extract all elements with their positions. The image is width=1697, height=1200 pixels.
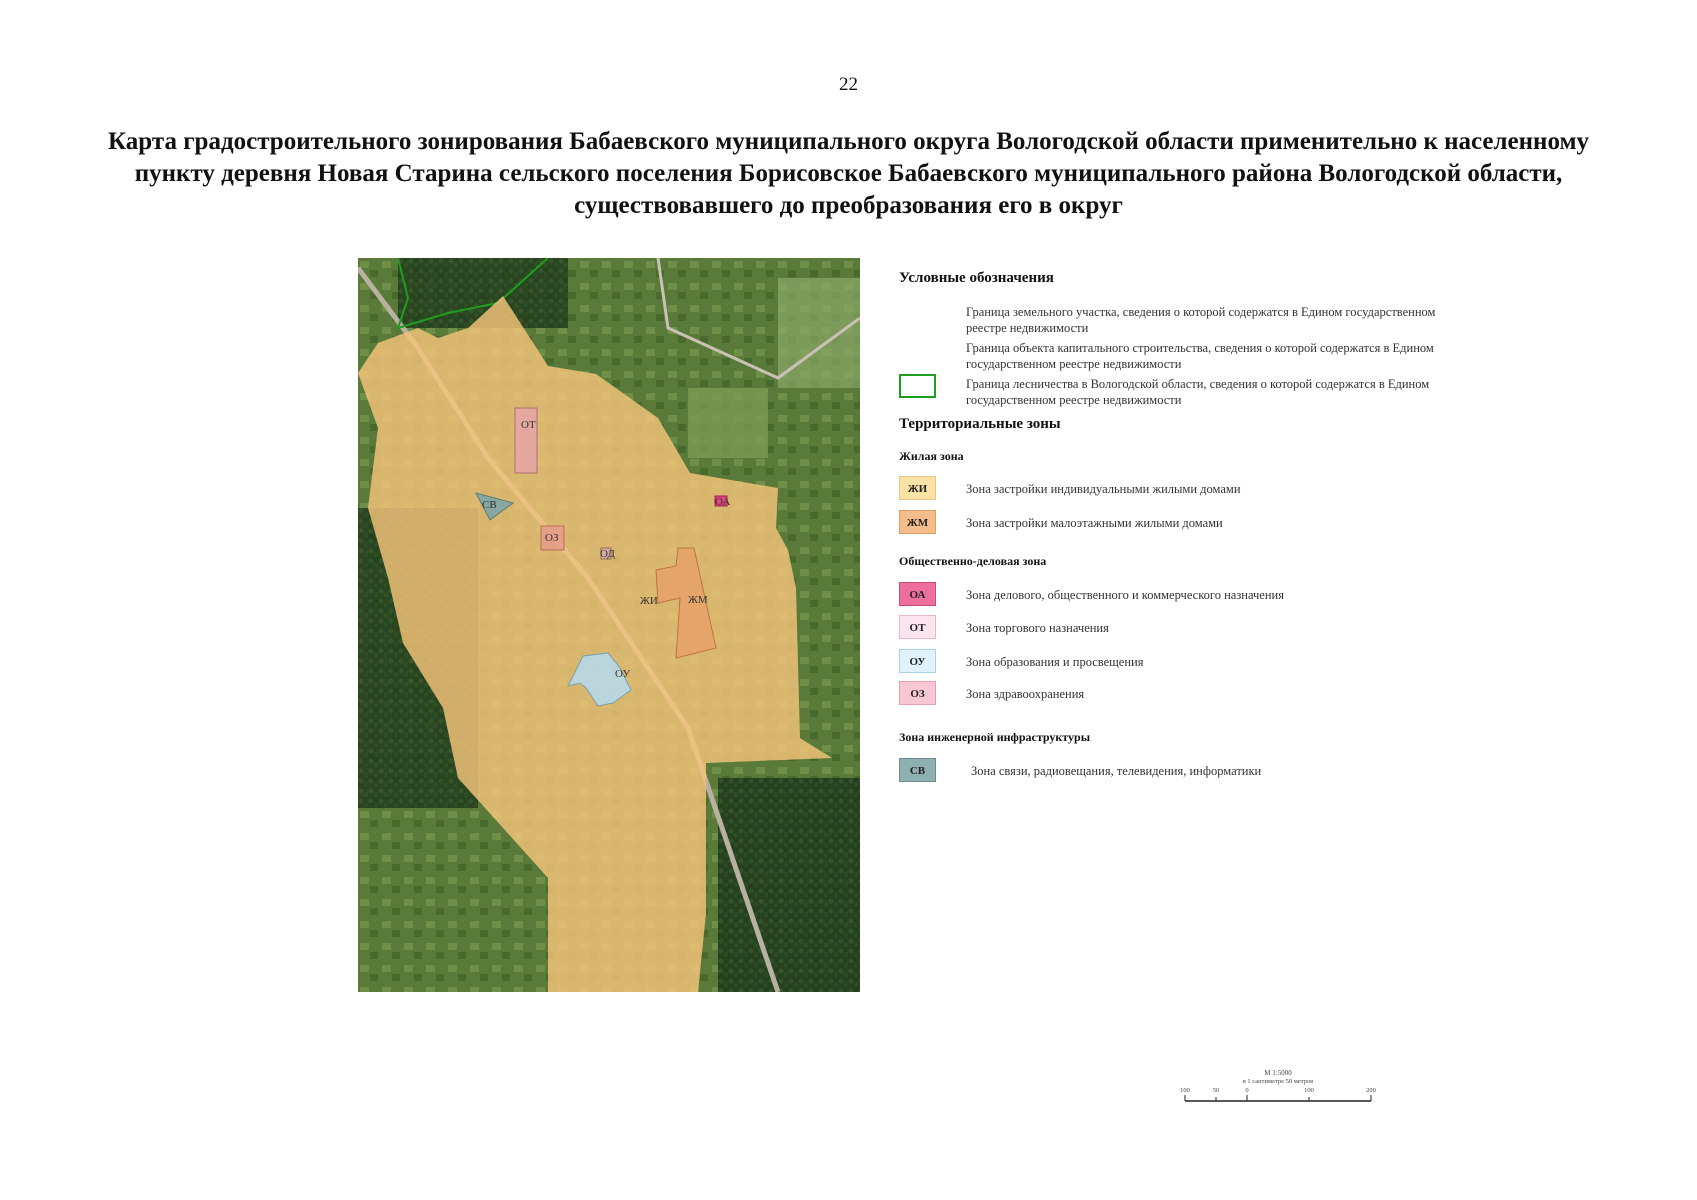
sv-swatch: СВ (899, 758, 936, 782)
map-label-oa: ОА (715, 496, 731, 508)
legend-text: Граница земельного участка, сведения о которой содержатся в Едином государственном реестре недвижимости (966, 305, 1436, 335)
scale-bar (1175, 1068, 1380, 1108)
scale-tick-label: 200 (1366, 1087, 1376, 1094)
legend-text: Зона образования и просвещения (966, 655, 1144, 669)
scale-note: в 1 сантиметре 50 метров (1242, 1078, 1314, 1085)
map-label-ou: ОУ (615, 668, 631, 680)
infra-heading: Зона инженерной инфраструктуры (899, 730, 1091, 744)
zoning-map[interactable] (358, 258, 860, 992)
territorial-zones-heading: Территориальные зоны (899, 416, 1061, 432)
legend-text: Граница лесничества в Вологодской области, сведения о которой содержатся в Едином государственном реестре недвижимости (966, 377, 1430, 407)
legend-row-zhi (899, 474, 1459, 504)
legend-text: Зона делового, общественного и коммерческого назначения (966, 588, 1284, 602)
legend-row-building-boundary (899, 340, 1459, 370)
legend-text: Зона связи, радиовещания, телевидения, информатики (971, 764, 1262, 778)
map-title: Карта градостроительного зонирования Бабаевского муниципального округа Вологодской области применительно к населенному пункту деревня Новая Старина сельского поселения Борисовское Бабаевского муниципального района Вологодской области, существовавшего до преобразования его в округ (108, 128, 1589, 219)
scale-tick-label: 50 (1212, 1087, 1220, 1094)
residential-heading: Жилая зона (899, 449, 964, 463)
legend-row-ot (899, 613, 1459, 643)
ot-swatch: ОТ (899, 615, 936, 639)
zhi-swatch: ЖИ (899, 476, 936, 500)
map-label-ot: ОТ (521, 419, 536, 431)
zhm-swatch: ЖМ (899, 510, 936, 534)
zone-ot-area[interactable] (515, 408, 537, 473)
map-label-zhm: ЖМ (688, 594, 708, 606)
legend-text: Зона застройки индивидуальными жилыми домами (966, 482, 1241, 496)
field-strips (688, 388, 768, 458)
scale-tick-label: 100 (1180, 1087, 1190, 1094)
map-label-od: ОД (600, 548, 615, 560)
forestry-boundary-swatch (899, 374, 936, 398)
map-label-oz: ОЗ (545, 532, 559, 544)
map-label-sv: СВ (482, 499, 497, 511)
scale-ratio: М 1:5000 (1264, 1069, 1292, 1077)
ou-swatch: ОУ (899, 649, 936, 673)
scale-tick-label: 100 (1304, 1087, 1314, 1094)
scale-tick-label: 0 (1245, 1087, 1249, 1094)
legend-row-zhm (899, 508, 1459, 538)
legend-row-land-boundary (899, 304, 1459, 334)
legend-heading: Условные обозначения (899, 270, 1054, 286)
oa-swatch: ОА (899, 582, 936, 606)
legend-row-oz (899, 679, 1459, 709)
public-heading: Общественно-деловая зона (899, 554, 1047, 568)
legend-text: Граница объекта капитального строительства, сведения о которой содержатся в Едином государственном реестре недвижимости (966, 341, 1434, 371)
legend-row-sv (899, 756, 1459, 786)
legend-row-oa (899, 580, 1459, 610)
map-label-zhi: ЖИ (640, 595, 658, 607)
oz-swatch: ОЗ (899, 681, 936, 705)
legend-text: Зона застройки малоэтажными жилыми домами (966, 516, 1223, 530)
field-northeast (778, 278, 860, 388)
legend-row-forestry-boundary (899, 376, 1459, 406)
legend-text: Зона торгового назначения (966, 621, 1109, 635)
legend-row-ou (899, 647, 1459, 677)
page-number: 22 (839, 74, 858, 95)
legend-text: Зона здравоохранения (966, 687, 1085, 701)
